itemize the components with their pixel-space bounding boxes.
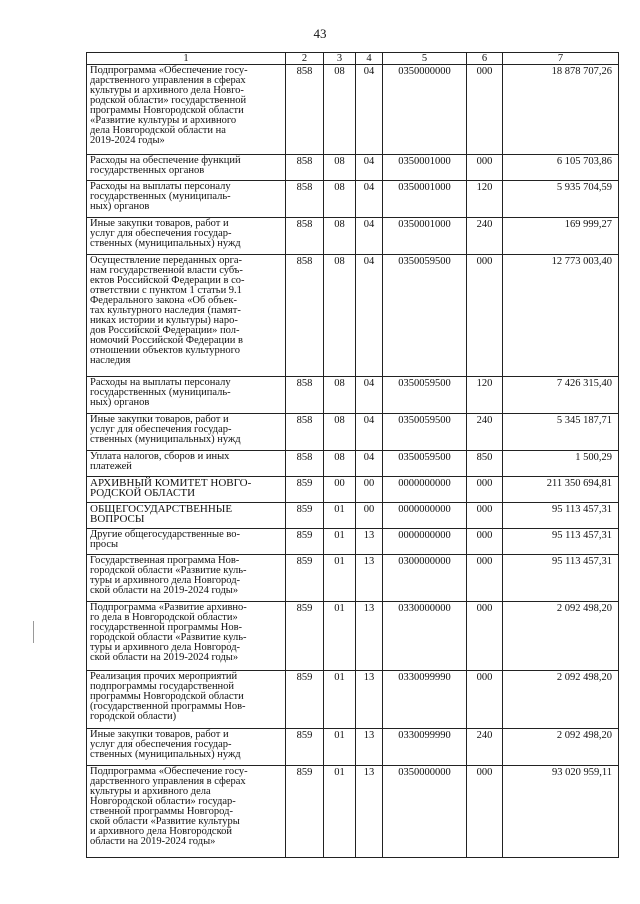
row-amount: 5 345 187,71: [503, 414, 619, 451]
row-expense-type: 000: [467, 602, 503, 671]
row-ministry-code: 859: [286, 729, 324, 766]
row-ministry-code: 858: [286, 414, 324, 451]
row-amount: 1 500,29: [503, 451, 619, 477]
row-amount: 211 350 694,81: [503, 477, 619, 503]
row-amount: 2 092 498,20: [503, 671, 619, 729]
row-amount: 2 092 498,20: [503, 602, 619, 671]
row-name: Уплата налогов, сборов и иных платежей: [87, 451, 286, 477]
row-subsection: 13: [356, 555, 383, 602]
row-subsection: 04: [356, 155, 383, 181]
row-expense-type: 120: [467, 181, 503, 218]
row-ministry-code: 859: [286, 529, 324, 555]
row-target-item: 0330099990: [383, 671, 467, 729]
table-row: [87, 602, 619, 671]
row-expense-type: 240: [467, 414, 503, 451]
header-col-3: 3: [324, 53, 356, 65]
row-subsection: 04: [356, 181, 383, 218]
row-section: 08: [324, 414, 356, 451]
row-target-item: 0350001000: [383, 155, 467, 181]
table-row: [87, 477, 619, 503]
row-target-item: 0350000000: [383, 766, 467, 858]
row-ministry-code: 858: [286, 451, 324, 477]
row-subsection: 00: [356, 477, 383, 503]
table-row: [87, 503, 619, 529]
row-amount: 12 773 003,40: [503, 255, 619, 377]
row-name: Реализация прочих мероприятий подпрограммы государственной программы Новгородской области (государственной программы Нов- городской области): [87, 671, 286, 729]
row-amount: 7 426 315,40: [503, 377, 619, 414]
row-name: АРХИВНЫЙ КОМИТЕТ НОВГО- РОДСКОЙ ОБЛАСТИ: [87, 477, 286, 503]
row-ministry-code: 858: [286, 181, 324, 218]
row-section: 01: [324, 729, 356, 766]
row-subsection: 04: [356, 218, 383, 255]
row-name: Подпрограмма «Обеспечение госу- дарственного управления в сферах культуры и архивного дела Новгородской области» государ- ственной программы Новгород- ской области «Развитие культуры и архивного дела Новгородской области на 2019-2024 годы»: [87, 766, 286, 858]
row-name: Иные закупки товаров, работ и услуг для обеспечения государ- ственных (муниципальных) нужд: [87, 414, 286, 451]
table-row: [87, 414, 619, 451]
row-name: Расходы на выплаты персоналу государственных (муниципаль- ных) органов: [87, 181, 286, 218]
row-subsection: 04: [356, 65, 383, 155]
row-expense-type: 240: [467, 729, 503, 766]
row-target-item: 0350059500: [383, 255, 467, 377]
row-expense-type: 000: [467, 503, 503, 529]
table-row: [87, 529, 619, 555]
row-expense-type: 000: [467, 555, 503, 602]
header-col-1: 1: [87, 53, 286, 65]
row-name: Расходы на выплаты персоналу государственных (муниципаль- ных) органов: [87, 377, 286, 414]
row-ministry-code: 858: [286, 218, 324, 255]
row-expense-type: 120: [467, 377, 503, 414]
row-amount: 6 105 703,86: [503, 155, 619, 181]
table-row: [87, 65, 619, 155]
table-row: [87, 766, 619, 858]
table-row: [87, 671, 619, 729]
row-subsection: 13: [356, 529, 383, 555]
row-ministry-code: 859: [286, 766, 324, 858]
row-ministry-code: 859: [286, 555, 324, 602]
row-section: 01: [324, 503, 356, 529]
header-col-5: 5: [383, 53, 467, 65]
row-ministry-code: 859: [286, 477, 324, 503]
row-subsection: 13: [356, 729, 383, 766]
row-subsection: 13: [356, 602, 383, 671]
row-ministry-code: 859: [286, 602, 324, 671]
table-row: [87, 218, 619, 255]
page-number: 43: [313, 26, 327, 41]
row-name: Осуществление переданных орга- нам государственной власти субъ- ектов Российской Федерации в со- ответствии с пунктом 1 статьи 9.1 Федерального закона «Об объек- тах культурного наследия (памят- никах истории и культуры) наро- дов Российской Федерации» пол- номочий Российской Федерации в отношении объектов культурного наследия: [87, 255, 286, 377]
row-name: Государственная программа Нов- городской области «Развитие куль- туры и архивного дела Новгород- ской области на 2019-2024 годы»: [87, 555, 286, 602]
row-target-item: 0330099990: [383, 729, 467, 766]
row-section: 01: [324, 555, 356, 602]
table-row: [87, 255, 619, 377]
row-amount: 95 113 457,31: [503, 529, 619, 555]
row-subsection: 00: [356, 503, 383, 529]
row-subsection: 13: [356, 766, 383, 858]
row-subsection: 04: [356, 255, 383, 377]
row-amount: 93 020 959,11: [503, 766, 619, 858]
row-expense-type: 000: [467, 155, 503, 181]
row-target-item: 0000000000: [383, 529, 467, 555]
row-subsection: 04: [356, 451, 383, 477]
row-section: 08: [324, 155, 356, 181]
row-target-item: 0300000000: [383, 555, 467, 602]
row-name: Иные закупки товаров, работ и услуг для обеспечения государ- ственных (муниципальных) нужд: [87, 729, 286, 766]
row-section: 08: [324, 218, 356, 255]
row-ministry-code: 859: [286, 671, 324, 729]
row-name: Расходы на обеспечение функций государственных органов: [87, 155, 286, 181]
row-name: Подпрограмма «Развитие архивно- го дела в Новгородской области» государственной программы Нов- городской области «Развитие куль- туры и архивного дела Новгород- ской области на 2019-2024 годы»: [87, 602, 286, 671]
row-subsection: 04: [356, 377, 383, 414]
row-target-item: 0000000000: [383, 503, 467, 529]
row-name: Подпрограмма «Обеспечение госу- дарственного управления в сферах культуры и архивного дела Новго- родской области» государственной программы Новгородской области «Развитие культуры и архивного дела Новгородской области на 2019-2024 годы»: [87, 65, 286, 155]
row-ministry-code: 858: [286, 155, 324, 181]
table-row: [87, 155, 619, 181]
row-section: 08: [324, 181, 356, 218]
row-name: ОБЩЕГОСУДАРСТВЕННЫЕ ВОПРОСЫ: [87, 503, 286, 529]
margin-scan-mark: [33, 621, 34, 643]
row-amount: 2 092 498,20: [503, 729, 619, 766]
row-subsection: 13: [356, 671, 383, 729]
row-section: 08: [324, 377, 356, 414]
table-row: [87, 451, 619, 477]
row-section: 00: [324, 477, 356, 503]
header-col-7: 7: [503, 53, 619, 65]
row-subsection: 04: [356, 414, 383, 451]
row-target-item: 0000000000: [383, 477, 467, 503]
table-header: [87, 53, 619, 65]
row-target-item: 0350001000: [383, 181, 467, 218]
row-amount: 5 935 704,59: [503, 181, 619, 218]
row-section: 01: [324, 602, 356, 671]
table-row: [87, 729, 619, 766]
row-section: 01: [324, 671, 356, 729]
row-ministry-code: 859: [286, 503, 324, 529]
header-col-2: 2: [286, 53, 324, 65]
row-section: 08: [324, 65, 356, 155]
row-expense-type: 000: [467, 255, 503, 377]
row-amount: 95 113 457,31: [503, 503, 619, 529]
row-ministry-code: 858: [286, 65, 324, 155]
row-target-item: 0330000000: [383, 602, 467, 671]
row-name: Иные закупки товаров, работ и услуг для обеспечения государ- ственных (муниципальных) нужд: [87, 218, 286, 255]
row-expense-type: 000: [467, 65, 503, 155]
row-section: 08: [324, 255, 356, 377]
row-expense-type: 000: [467, 529, 503, 555]
row-ministry-code: 858: [286, 377, 324, 414]
table-body: [87, 65, 619, 858]
header-col-6: 6: [467, 53, 503, 65]
row-ministry-code: 858: [286, 255, 324, 377]
header-col-4: 4: [356, 53, 383, 65]
row-section: 01: [324, 766, 356, 858]
row-expense-type: 240: [467, 218, 503, 255]
row-expense-type: 000: [467, 671, 503, 729]
row-target-item: 0350059500: [383, 451, 467, 477]
row-target-item: 0350059500: [383, 377, 467, 414]
row-section: 01: [324, 529, 356, 555]
row-target-item: 0350001000: [383, 218, 467, 255]
row-target-item: 0350000000: [383, 65, 467, 155]
row-name: Другие общегосударственные во- просы: [87, 529, 286, 555]
table-row: [87, 377, 619, 414]
table-row: [87, 181, 619, 218]
row-expense-type: 850: [467, 451, 503, 477]
row-amount: 169 999,27: [503, 218, 619, 255]
row-expense-type: 000: [467, 766, 503, 858]
row-amount: 18 878 707,26: [503, 65, 619, 155]
row-amount: 95 113 457,31: [503, 555, 619, 602]
row-expense-type: 000: [467, 477, 503, 503]
row-section: 08: [324, 451, 356, 477]
table-row: [87, 555, 619, 602]
row-target-item: 0350059500: [383, 414, 467, 451]
budget-table: [86, 52, 619, 858]
